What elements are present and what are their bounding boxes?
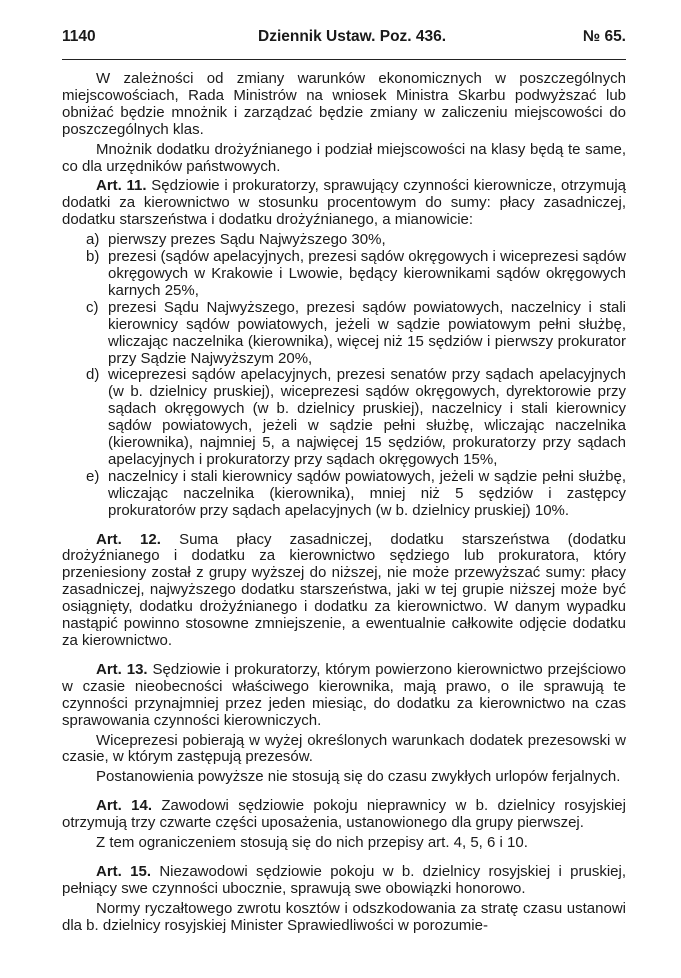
article-text: Sędziowie i prokuratorzy, sprawujący czynności kierownicze, otrzymują dodatki za kierownictwo w stosunku procentowym do sumy: płacy zasadniczej, dodatku starszeństwa i dodatku drożyźnianego, a mianowicie: xyxy=(62,177,627,229)
article-heading: Art. 15. xyxy=(96,862,151,880)
document-page xyxy=(62,28,626,938)
article-14 xyxy=(62,798,626,832)
article-13 xyxy=(62,662,626,730)
paragraph: Postanowienia powyższe nie stosują się do czasu zwykłych urlopów ferjalnych. xyxy=(96,768,621,786)
article-text: Sędziowie i prokuratorzy, którym powierzono kierownictwo przejściowo w czasie nieobecności właściwego kierownika, mają prawo, o ile sprawują te czynności przynajmniej przez jeden miesiąc, do dodatku za kierownictwo na czas sprawowania czynności kierowniczych. xyxy=(62,660,626,729)
document-body xyxy=(62,71,626,935)
paragraph: W zależności od zmiany warunków ekonomicznych w poszczególnych miejscowościach, Rada Ministrów na wniosek Ministra Skarbu podwyższać lub obniżać będzie mnożnik i zarządzać będzie zmiany w zaliczeniu miejscowości do poszczególnych klas. xyxy=(62,70,626,138)
list-item xyxy=(62,367,626,468)
list-text: pierwszy prezes Sądu Najwyższego 30%, xyxy=(108,231,386,249)
list-letter: c) xyxy=(86,298,99,316)
paragraph: Z tem ograniczeniem stosują się do nich przepisy art. 4, 5, 6 i 10. xyxy=(96,834,528,852)
article-11-list xyxy=(62,232,626,519)
article-text: Zawodowi sędziowie pokoju nieprawnicy w b. dzielnicy rosyjskiej otrzymują trzy czwarte części uposażenia, ustanowionego dla grupy pierwszej. xyxy=(62,797,626,832)
list-letter: e) xyxy=(86,467,100,485)
article-text: Niezawodowi sędziowie pokoju w b. dzielnicy rosyjskiej i pruskiej, pełniący swe czynności ubocznie, sprawują swe obowiązki honorowo. xyxy=(62,862,627,897)
article-text: Suma płacy zasadniczej, dodatku starszeństwa (dodatku drożyźnianego i dodatku za kierownictwo sędziego lub prokuratora, który przeniesiony został z grupy wyższej do niższej, nie może przewyższać sumy: płacy zasadniczej, najwyższego dodatku starszeństwa, jaki w tej grupie niższej może być osiągnięty, dodatku drożyźnianego i dodatku za kierownictwo. W danym wypadku nastąpić powinno stosowne zmniejszenie, a ewentualnie całkowite odjęcie dodatku za kierownictwo. xyxy=(62,530,626,649)
list-item xyxy=(62,469,626,520)
article-11 xyxy=(62,178,626,229)
article-heading: Art. 13. xyxy=(96,660,148,678)
list-letter: a) xyxy=(86,231,100,249)
list-letter: d) xyxy=(86,366,100,384)
paragraph: Normy ryczałtowego zwrotu kosztów i odszkodowania za stratę czasu ustanowi dla b. dzielnicy rosyjskiej Minister Sprawiedliwości w porozumie- xyxy=(62,899,626,934)
list-text: prezesi (sądów apelacyjnych, prezesi sądów okręgowych i wiceprezesi sądów okręgowych w Krakowie i Lwowie, będący kierownikami sądów okręgowych karnych 25%, xyxy=(108,248,626,299)
paragraph: Mnożnik dodatku drożyźnianego i podział miejscowości na klasy będą te same, co dla urzędników państwowych. xyxy=(62,140,626,175)
list-text: naczelnicy i stali kierownicy sądów powiatowych, jeżeli w sądzie pełni służbę, wliczając naczelnika (kierownika), mniej niż 5 sędziów i zastępcy prokuratorów przy sądach apelacyjnych (w b. dzielnicy pruskiej) 10%. xyxy=(108,467,626,519)
list-letter: b) xyxy=(86,248,100,266)
article-heading: Art. 14. xyxy=(96,797,153,815)
list-item xyxy=(62,300,626,368)
issue-number: № 65. xyxy=(582,28,626,45)
article-12 xyxy=(62,532,626,650)
paragraph: Wiceprezesi pobierają w wyżej określonych warunkach dodatek prezesowski w czasie, w którym zastępują prezesów. xyxy=(62,731,626,766)
article-15 xyxy=(62,864,626,898)
list-text: wiceprezesi sądów apelacyjnych, prezesi senatów przy sądach apelacyjnych (w b. dzielnicy pruskiej), wiceprezesi sądów okręgowych, dyrektorowie przy sądach okręgowych (w b. dzielnicy pruskiej), naczelnicy i stali kierownicy sądów powiatowych, jeżeli w sądzie pełni służbę, wliczając naczelnika (kierownika), najmniej 5, a najwięcej 15 sędziów, prokuratorzy przy sądach apelacyjnych i prokuratorzy przy sądach okręgowych 15%, xyxy=(108,366,626,468)
list-item xyxy=(62,232,626,249)
article-heading: Art. 12. xyxy=(96,530,161,548)
page-header xyxy=(62,28,626,50)
list-item xyxy=(62,249,626,300)
journal-title: Dziennik Ustaw. Poz. 436. xyxy=(258,28,447,45)
header-rule xyxy=(62,59,626,60)
page-number: 1140 xyxy=(62,28,96,45)
list-text: prezesi Sądu Najwyższego, prezesi sądów powiatowych, naczelnicy i stali kierownicy sądów powiatowych, jeżeli w sądzie powiatowym pełni służbę, wliczając naczelnika (kierownika), więcej niż 15 sędziów i pierwszy prokurator przy Sądzie Najwyższym 20%, xyxy=(108,298,626,367)
article-heading: Art. 11. xyxy=(96,177,147,195)
